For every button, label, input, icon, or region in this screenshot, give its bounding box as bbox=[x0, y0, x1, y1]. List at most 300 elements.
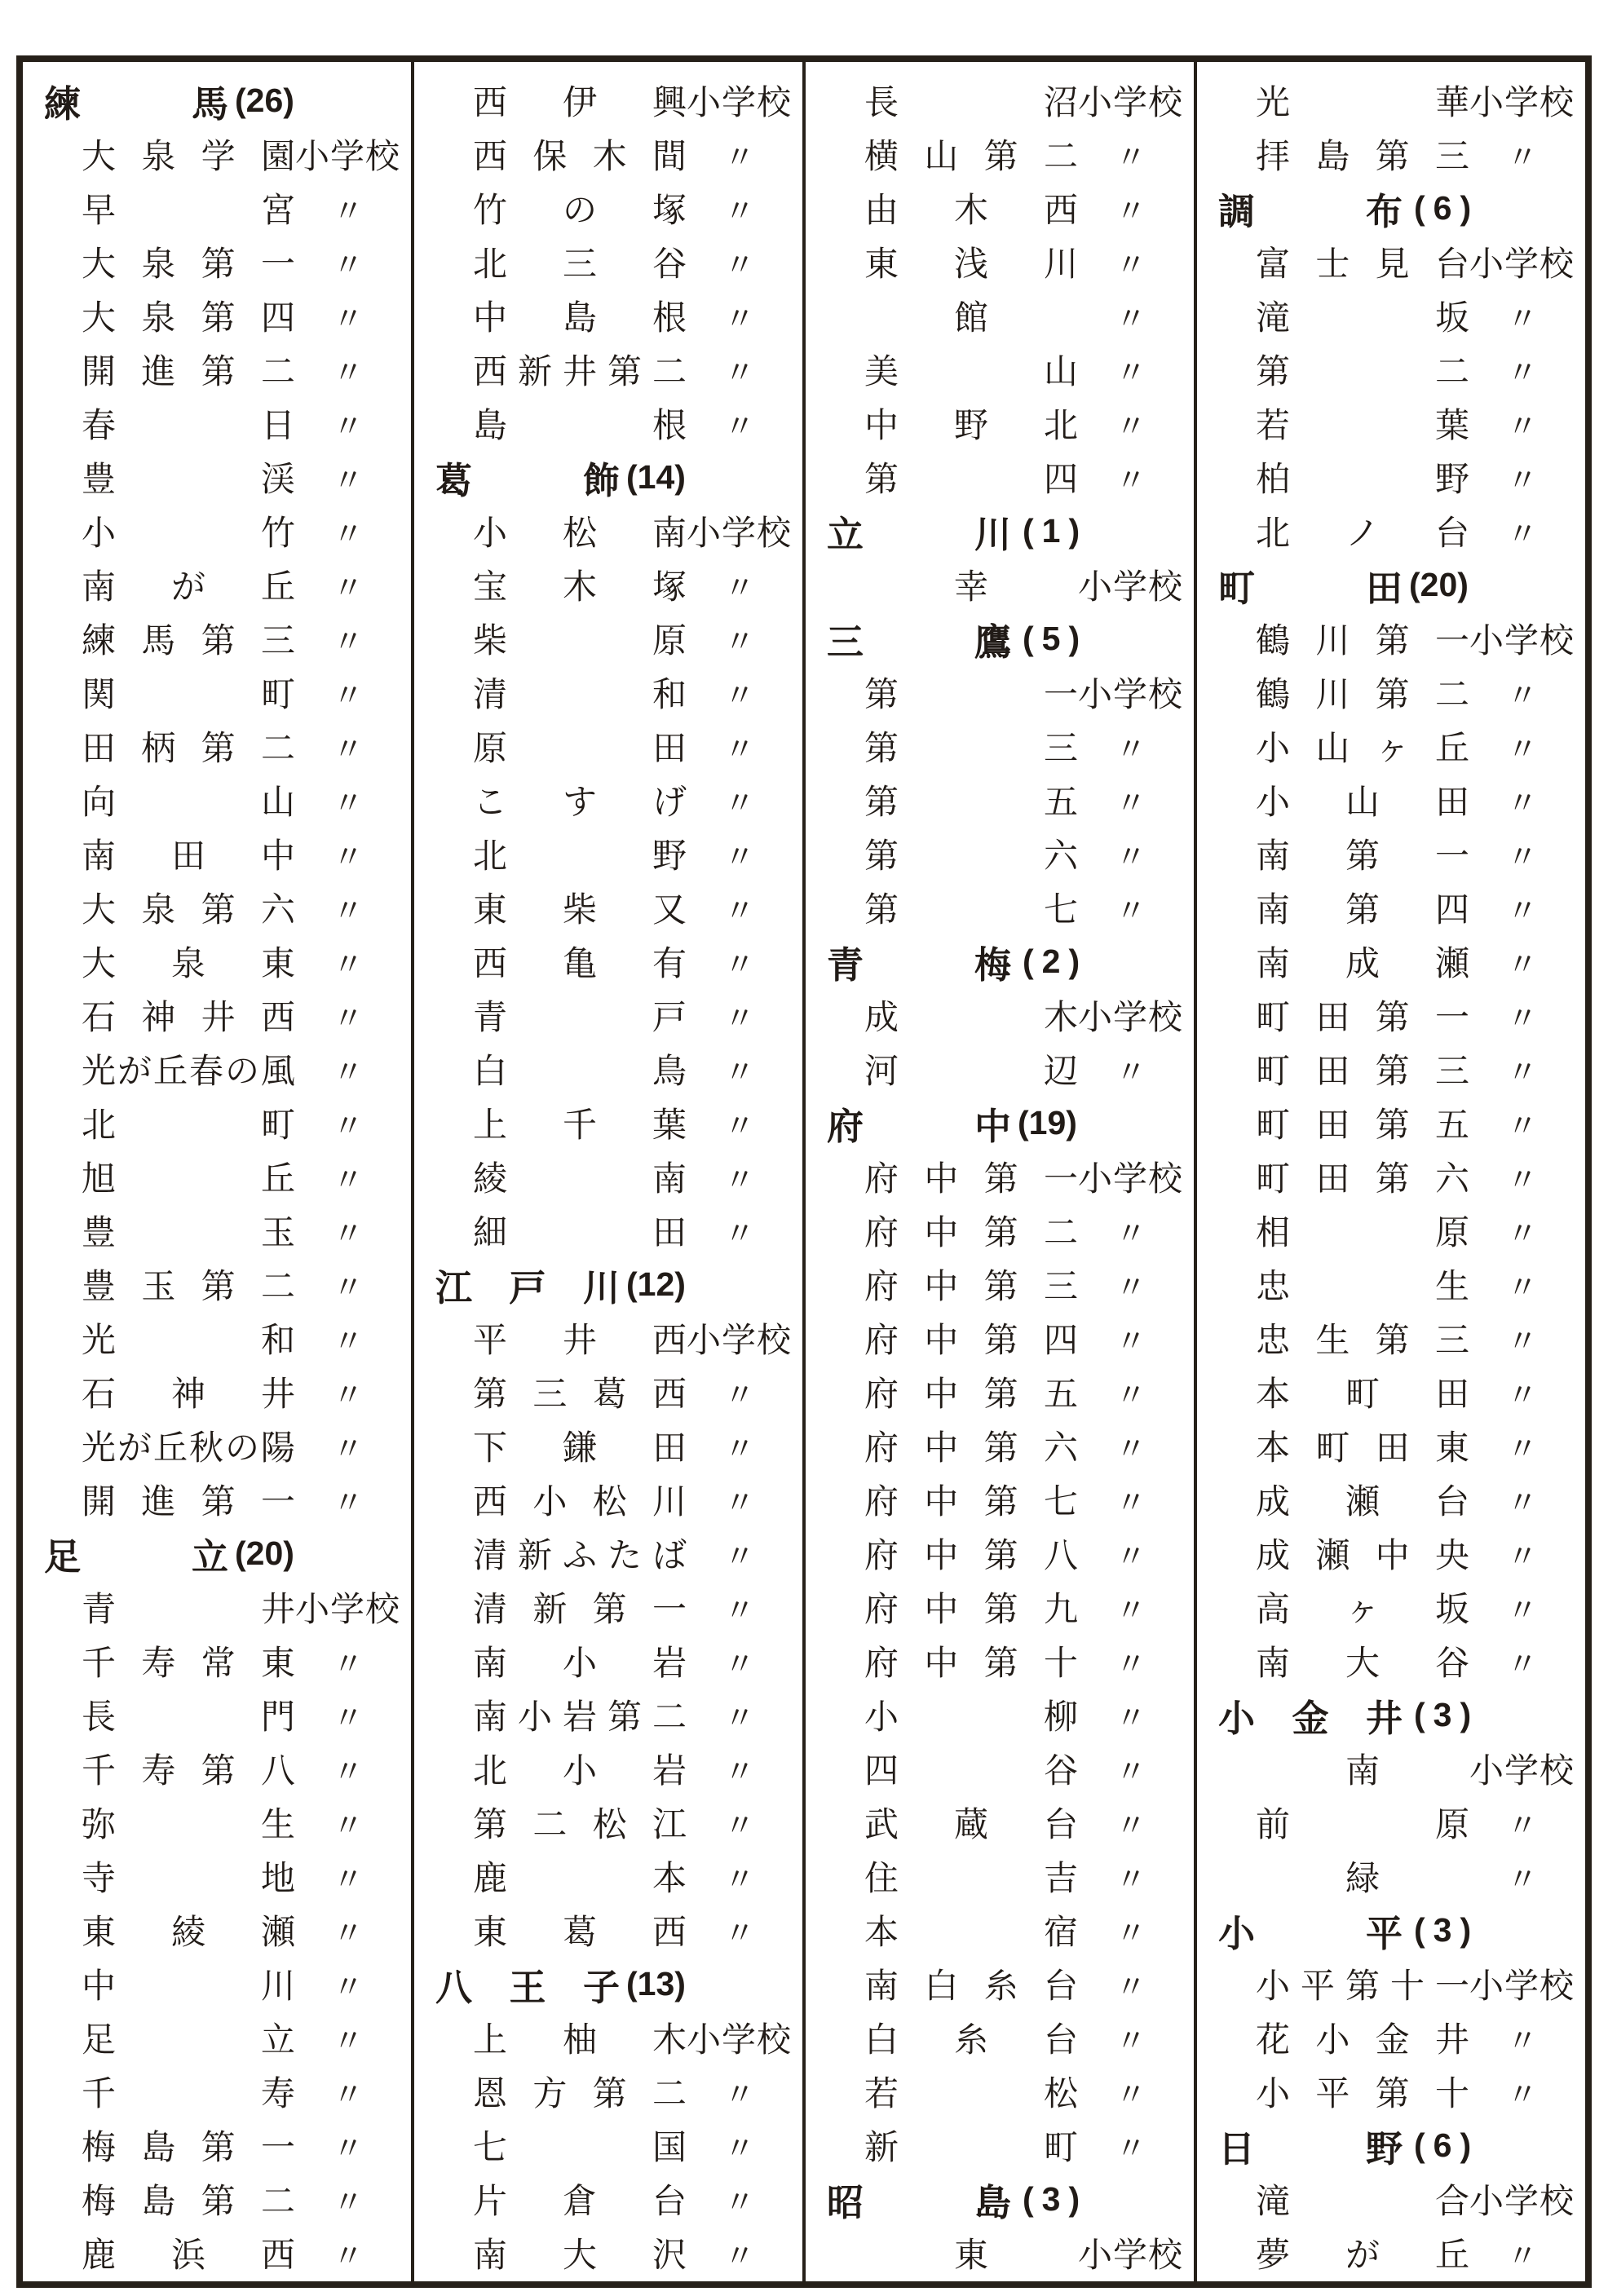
ditto-mark: 〃 bbox=[332, 786, 364, 821]
school-suffix-label: 小学校 bbox=[1078, 2237, 1184, 2275]
school-name: 大 泉 学 園 bbox=[82, 139, 295, 176]
ditto-mark: 〃 bbox=[1115, 1324, 1146, 1359]
school-row bbox=[23, 2118, 411, 2172]
school-name: 若 葉 bbox=[1256, 408, 1469, 445]
school-row bbox=[23, 1150, 411, 1203]
district-school-count: (13) bbox=[626, 1964, 686, 2002]
school-name: 府 中 第 六 bbox=[864, 1430, 1078, 1468]
school-row bbox=[806, 988, 1194, 1042]
table-column-4 bbox=[1197, 62, 1585, 2281]
school-row bbox=[23, 1580, 411, 1634]
ditto-mark: 〃 bbox=[723, 409, 755, 444]
school-name: 早 宮 bbox=[82, 192, 295, 230]
ditto-mark: 〃 bbox=[1506, 2077, 1538, 2113]
school-row bbox=[806, 1365, 1194, 1419]
district-header-row bbox=[806, 612, 1194, 665]
school-name: 北 野 bbox=[473, 838, 687, 876]
school-row bbox=[414, 1580, 802, 1634]
school-row bbox=[806, 1473, 1194, 1526]
school-row bbox=[806, 342, 1194, 396]
school-row bbox=[1197, 1042, 1585, 1096]
ditto-mark: 〃 bbox=[1506, 1593, 1538, 1628]
school-row bbox=[414, 1849, 802, 1903]
district-header-row bbox=[1197, 1688, 1585, 1742]
ditto-mark: 〃 bbox=[1506, 355, 1538, 391]
school-name: 田 柄 第 二 bbox=[82, 731, 295, 768]
school-suffix-label: 小学校 bbox=[1469, 2183, 1575, 2221]
school-name: 本 町 田 bbox=[1256, 1376, 1469, 1414]
ditto-mark: 〃 bbox=[1115, 248, 1146, 283]
school-name: 清 新 ふ た ば bbox=[473, 1538, 687, 1575]
school-row bbox=[1197, 1634, 1585, 1688]
school-row bbox=[414, 1365, 802, 1419]
ditto-mark: 〃 bbox=[1115, 2024, 1146, 2059]
school-name: こ す げ bbox=[473, 784, 687, 822]
school-name: 白 鳥 bbox=[473, 1053, 687, 1091]
school-row bbox=[414, 181, 802, 235]
school-name: 府 中 第 七 bbox=[864, 1484, 1078, 1521]
ditto-mark: 〃 bbox=[1115, 1378, 1146, 1413]
school-row bbox=[806, 450, 1194, 504]
ditto-mark: 〃 bbox=[723, 1109, 755, 1144]
district-school-count: (14) bbox=[626, 457, 686, 496]
ditto-mark: 〃 bbox=[332, 947, 364, 982]
school-name: 千 寿 第 八 bbox=[82, 1753, 295, 1790]
school-name: 旭 丘 bbox=[82, 1161, 295, 1199]
school-row bbox=[806, 127, 1194, 181]
school-name: 春 日 bbox=[82, 408, 295, 445]
ditto-mark: 〃 bbox=[332, 1109, 364, 1144]
school-row bbox=[23, 1688, 411, 1742]
school-name: 西 保 木 間 bbox=[473, 139, 687, 176]
ditto-mark: 〃 bbox=[1506, 1109, 1538, 1144]
ditto-mark: 〃 bbox=[723, 1001, 755, 1036]
school-row bbox=[23, 1634, 411, 1688]
school-name: 下 鎌 田 bbox=[473, 1430, 687, 1468]
school-name: 綾 南 bbox=[473, 1161, 687, 1199]
school-name: 大 泉 第 一 bbox=[82, 246, 295, 284]
school-row bbox=[23, 1957, 411, 2011]
ditto-mark: 〃 bbox=[723, 1486, 755, 1521]
school-name: 美 山 bbox=[864, 354, 1078, 391]
school-name: 拝 島 第 三 bbox=[1256, 139, 1469, 176]
school-suffix-label: 小学校 bbox=[295, 139, 401, 176]
school-name: 白 糸 台 bbox=[864, 2022, 1078, 2060]
ditto-mark: 〃 bbox=[723, 2077, 755, 2113]
district-name: 小 金 井 bbox=[1218, 1697, 1403, 1739]
ditto-mark: 〃 bbox=[723, 1701, 755, 1736]
school-name: 小 山 ヶ 丘 bbox=[1256, 731, 1469, 768]
school-name: 小 柳 bbox=[864, 1699, 1078, 1737]
school-name: 第 五 bbox=[864, 784, 1078, 822]
ditto-mark: 〃 bbox=[723, 1432, 755, 1467]
ditto-mark: 〃 bbox=[1506, 1324, 1538, 1359]
district-header-row bbox=[414, 450, 802, 504]
school-suffix-label: 小学校 bbox=[1078, 569, 1184, 607]
ditto-mark: 〃 bbox=[723, 1539, 755, 1574]
school-suffix-label: 小学校 bbox=[1078, 1000, 1184, 1037]
ditto-mark: 〃 bbox=[1506, 1486, 1538, 1521]
school-suffix-label: 小学校 bbox=[1469, 623, 1575, 660]
school-row bbox=[1197, 2064, 1585, 2118]
school-name: 北 ノ 台 bbox=[1256, 515, 1469, 553]
school-row bbox=[1197, 934, 1585, 988]
school-row bbox=[1197, 396, 1585, 450]
school-row bbox=[1197, 1257, 1585, 1311]
school-row bbox=[1197, 1795, 1585, 1849]
school-name: 島 根 bbox=[473, 408, 687, 445]
school-name: 本 町 田 東 bbox=[1256, 1430, 1469, 1468]
school-name: 住 吉 bbox=[864, 1861, 1078, 1898]
school-row bbox=[23, 612, 411, 665]
school-name: 南 bbox=[1345, 1753, 1380, 1790]
district-school-count: (6) bbox=[1414, 2126, 1480, 2164]
school-name: 東 綾 瀬 bbox=[82, 1914, 295, 1952]
ditto-mark: 〃 bbox=[332, 355, 364, 391]
ditto-mark: 〃 bbox=[332, 302, 364, 337]
school-row bbox=[1197, 289, 1585, 342]
school-row bbox=[23, 665, 411, 719]
ditto-mark: 〃 bbox=[1506, 2024, 1538, 2059]
school-name: 宝 木 塚 bbox=[473, 569, 687, 607]
district-school-count: (1) bbox=[1023, 511, 1089, 550]
school-row bbox=[414, 2172, 802, 2226]
school-name: 府 中 第 八 bbox=[864, 1538, 1078, 1575]
school-row bbox=[414, 1419, 802, 1473]
school-name: 石 神 井 西 bbox=[82, 1000, 295, 1037]
school-row bbox=[23, 504, 411, 558]
school-row bbox=[414, 1903, 802, 1957]
ditto-mark: 〃 bbox=[723, 355, 755, 391]
school-name: 大 泉 第 四 bbox=[82, 300, 295, 338]
school-name: 長 門 bbox=[82, 1699, 295, 1737]
ditto-mark: 〃 bbox=[723, 1862, 755, 1897]
school-row bbox=[1197, 1849, 1585, 1903]
school-row bbox=[806, 1957, 1194, 2011]
school-name: 光 華 bbox=[1256, 85, 1469, 122]
table-column-1 bbox=[23, 62, 414, 2281]
school-row bbox=[23, 1042, 411, 1096]
district-header-row bbox=[23, 1526, 411, 1580]
school-name: 館 bbox=[953, 300, 988, 338]
school-row bbox=[1197, 504, 1585, 558]
district-header-row bbox=[414, 1957, 802, 2011]
ditto-mark: 〃 bbox=[1506, 1270, 1538, 1305]
school-row bbox=[414, 342, 802, 396]
school-row bbox=[1197, 1473, 1585, 1526]
school-row bbox=[806, 1634, 1194, 1688]
school-row bbox=[806, 1849, 1194, 1903]
ditto-mark: 〃 bbox=[1115, 840, 1146, 875]
district-name: 小 平 bbox=[1218, 1912, 1403, 1954]
ditto-mark: 〃 bbox=[723, 1808, 755, 1843]
ditto-mark: 〃 bbox=[1506, 1862, 1538, 1897]
school-suffix-label: 小学校 bbox=[687, 1322, 793, 1360]
school-row bbox=[1197, 1365, 1585, 1419]
school-row bbox=[806, 719, 1194, 773]
ditto-mark: 〃 bbox=[332, 1216, 364, 1252]
school-name: 柏 野 bbox=[1256, 461, 1469, 499]
ditto-mark: 〃 bbox=[332, 732, 364, 767]
school-name: 由 木 西 bbox=[864, 192, 1078, 230]
school-name: 東 葛 西 bbox=[473, 1914, 687, 1952]
ditto-mark: 〃 bbox=[1115, 1862, 1146, 1897]
school-name: 小 松 南 bbox=[473, 515, 687, 553]
district-name: 練 馬 bbox=[44, 82, 228, 125]
school-row bbox=[23, 1742, 411, 1795]
ditto-mark: 〃 bbox=[723, 1916, 755, 1951]
school-row bbox=[1197, 1311, 1585, 1365]
ditto-mark: 〃 bbox=[723, 2239, 755, 2274]
school-name: 足 立 bbox=[82, 2022, 295, 2060]
ditto-mark: 〃 bbox=[332, 2239, 364, 2274]
ditto-mark: 〃 bbox=[1506, 1647, 1538, 1682]
school-name: 片 倉 台 bbox=[473, 2183, 687, 2221]
school-row bbox=[1197, 1957, 1585, 2011]
school-name: 北 三 谷 bbox=[473, 246, 687, 284]
ditto-mark: 〃 bbox=[1506, 140, 1538, 175]
ditto-mark: 〃 bbox=[332, 1486, 364, 1521]
district-header-row bbox=[414, 1257, 802, 1311]
ditto-mark: 〃 bbox=[1115, 194, 1146, 229]
school-table bbox=[16, 55, 1592, 2288]
school-name: 府 中 第 四 bbox=[864, 1322, 1078, 1360]
ditto-mark: 〃 bbox=[332, 1432, 364, 1467]
school-name: 東 浅 川 bbox=[864, 246, 1078, 284]
school-row bbox=[806, 1903, 1194, 1957]
school-row bbox=[23, 342, 411, 396]
school-row bbox=[414, 1688, 802, 1742]
school-row bbox=[23, 1257, 411, 1311]
district-school-count: (3) bbox=[1414, 1910, 1480, 1949]
ditto-mark: 〃 bbox=[1506, 1808, 1538, 1843]
ditto-mark: 〃 bbox=[332, 1647, 364, 1682]
ditto-mark: 〃 bbox=[1115, 1701, 1146, 1736]
school-name: 西 亀 有 bbox=[473, 946, 687, 983]
school-name: 忠 生 bbox=[1256, 1269, 1469, 1306]
school-row bbox=[23, 181, 411, 235]
school-name: 武 蔵 台 bbox=[864, 1807, 1078, 1844]
school-name: 南 田 中 bbox=[82, 838, 295, 876]
school-name: 豊 玉 第 二 bbox=[82, 1269, 295, 1306]
school-name: 府 中 第 十 bbox=[864, 1645, 1078, 1683]
district-header-row bbox=[806, 1096, 1194, 1150]
ditto-mark: 〃 bbox=[723, 571, 755, 606]
school-name: 西 新 井 第 二 bbox=[473, 354, 687, 391]
school-name: 光 和 bbox=[82, 1322, 295, 1360]
ditto-mark: 〃 bbox=[1115, 1486, 1146, 1521]
school-row bbox=[806, 1203, 1194, 1257]
school-name: 南 第 四 bbox=[1256, 892, 1469, 929]
ditto-mark: 〃 bbox=[723, 1755, 755, 1790]
school-name: 本 宿 bbox=[864, 1914, 1078, 1952]
ditto-mark: 〃 bbox=[332, 571, 364, 606]
district-header-row bbox=[806, 504, 1194, 558]
school-row bbox=[23, 1419, 411, 1473]
district-name: 町 田 bbox=[1218, 567, 1403, 609]
school-name: 北 小 岩 bbox=[473, 1753, 687, 1790]
district-name: 日 野 bbox=[1218, 2127, 1403, 2170]
school-row bbox=[806, 235, 1194, 289]
school-row bbox=[806, 2011, 1194, 2064]
school-row bbox=[23, 1473, 411, 1526]
school-name: 西 小 松 川 bbox=[473, 1484, 687, 1521]
ditto-mark: 〃 bbox=[1115, 894, 1146, 929]
school-name: 四 谷 bbox=[864, 1753, 1078, 1790]
school-name: 若 松 bbox=[864, 2076, 1078, 2113]
ditto-mark: 〃 bbox=[1506, 302, 1538, 337]
school-row bbox=[1197, 665, 1585, 719]
school-row bbox=[806, 396, 1194, 450]
school-name: 平 井 西 bbox=[473, 1322, 687, 1360]
district-header-row bbox=[806, 934, 1194, 988]
school-row bbox=[1197, 1419, 1585, 1473]
school-row bbox=[806, 773, 1194, 827]
ditto-mark: 〃 bbox=[1506, 840, 1538, 875]
school-name: 小 竹 bbox=[82, 515, 295, 553]
school-name: 鹿 浜 西 bbox=[82, 2237, 295, 2275]
ditto-mark: 〃 bbox=[332, 1862, 364, 1897]
school-name: 竹 の 塚 bbox=[473, 192, 687, 230]
ditto-mark: 〃 bbox=[1115, 1216, 1146, 1252]
school-suffix-label: 小学校 bbox=[687, 2022, 793, 2060]
school-name: 中 島 根 bbox=[473, 300, 687, 338]
ditto-mark: 〃 bbox=[1115, 2077, 1146, 2113]
ditto-mark: 〃 bbox=[1506, 894, 1538, 929]
ditto-mark: 〃 bbox=[332, 678, 364, 713]
ditto-mark: 〃 bbox=[332, 840, 364, 875]
school-row bbox=[806, 1526, 1194, 1580]
school-name: 富 士 見 台 bbox=[1256, 246, 1469, 284]
ditto-mark: 〃 bbox=[1506, 1432, 1538, 1467]
school-name: 細 田 bbox=[473, 1215, 687, 1252]
school-row bbox=[23, 2226, 411, 2280]
ditto-mark: 〃 bbox=[332, 2024, 364, 2059]
district-name: 青 梅 bbox=[827, 943, 1011, 986]
school-row bbox=[414, 988, 802, 1042]
ditto-mark: 〃 bbox=[1506, 1055, 1538, 1090]
ditto-mark: 〃 bbox=[723, 302, 755, 337]
school-row bbox=[806, 1311, 1194, 1365]
district-name: 足 立 bbox=[44, 1535, 228, 1578]
ditto-mark: 〃 bbox=[1506, 409, 1538, 444]
school-row bbox=[806, 1257, 1194, 1311]
school-row bbox=[23, 1903, 411, 1957]
school-row bbox=[1197, 1150, 1585, 1203]
ditto-mark: 〃 bbox=[1115, 302, 1146, 337]
school-name: 石 神 井 bbox=[82, 1376, 295, 1414]
school-name: 梅 島 第 二 bbox=[82, 2183, 295, 2221]
school-name: 南 が 丘 bbox=[82, 569, 295, 607]
ditto-mark: 〃 bbox=[1506, 786, 1538, 821]
school-name: 北 町 bbox=[82, 1107, 295, 1145]
school-name: 南 大 沢 bbox=[473, 2237, 687, 2275]
school-row bbox=[806, 2226, 1194, 2280]
ditto-mark: 〃 bbox=[723, 248, 755, 283]
school-row bbox=[1197, 719, 1585, 773]
school-name: 長 沼 bbox=[864, 85, 1078, 122]
school-name: 清 和 bbox=[473, 677, 687, 714]
school-name: 恩 方 第 二 bbox=[473, 2076, 687, 2113]
school-row bbox=[23, 2064, 411, 2118]
school-name: 豊 渓 bbox=[82, 461, 295, 499]
ditto-mark: 〃 bbox=[1506, 1378, 1538, 1413]
school-row bbox=[23, 773, 411, 827]
school-row bbox=[414, 396, 802, 450]
school-row bbox=[1197, 235, 1585, 289]
school-name: 相 原 bbox=[1256, 1215, 1469, 1252]
ditto-mark: 〃 bbox=[1115, 1593, 1146, 1628]
school-name: 前 原 bbox=[1256, 1807, 1469, 1844]
school-row bbox=[414, 2118, 802, 2172]
school-name: 第 七 bbox=[864, 892, 1078, 929]
ditto-mark: 〃 bbox=[332, 1970, 364, 2005]
ditto-mark: 〃 bbox=[1115, 732, 1146, 767]
district-school-count: (3) bbox=[1023, 2179, 1089, 2218]
school-name: 第 六 bbox=[864, 838, 1078, 876]
district-name: 葛 飾 bbox=[435, 459, 620, 501]
school-row bbox=[414, 73, 802, 127]
school-row bbox=[414, 504, 802, 558]
school-name: 府 中 第 五 bbox=[864, 1376, 1078, 1414]
school-row bbox=[23, 1203, 411, 1257]
school-suffix-label: 小学校 bbox=[1078, 1161, 1184, 1199]
ditto-mark: 〃 bbox=[1115, 355, 1146, 391]
school-name: 第 三 bbox=[864, 731, 1078, 768]
district-name: 立 川 bbox=[827, 513, 1011, 555]
district-school-count: (26) bbox=[235, 81, 294, 119]
school-row bbox=[414, 289, 802, 342]
school-row bbox=[806, 1795, 1194, 1849]
school-name: 中 野 北 bbox=[864, 408, 1078, 445]
ditto-mark: 〃 bbox=[723, 947, 755, 982]
school-name: 開 進 第 二 bbox=[82, 354, 295, 391]
ditto-mark: 〃 bbox=[723, 1055, 755, 1090]
ditto-mark: 〃 bbox=[332, 2131, 364, 2166]
school-row bbox=[1197, 2226, 1585, 2280]
ditto-mark: 〃 bbox=[332, 625, 364, 660]
district-header-row bbox=[23, 73, 411, 127]
ditto-mark: 〃 bbox=[332, 1270, 364, 1305]
school-row bbox=[1197, 1580, 1585, 1634]
school-name: 新 町 bbox=[864, 2130, 1078, 2167]
school-name: 府 中 第 二 bbox=[864, 1215, 1078, 1252]
school-row bbox=[806, 289, 1194, 342]
ditto-mark: 〃 bbox=[1506, 947, 1538, 982]
school-row bbox=[806, 1419, 1194, 1473]
district-school-count: (6) bbox=[1414, 188, 1480, 227]
ditto-mark: 〃 bbox=[332, 1808, 364, 1843]
school-name: 光 が 丘 秋 の 陽 bbox=[82, 1430, 295, 1468]
ditto-mark: 〃 bbox=[332, 1163, 364, 1198]
school-row bbox=[1197, 1526, 1585, 1580]
ditto-mark: 〃 bbox=[332, 248, 364, 283]
school-name: 第 四 bbox=[864, 461, 1078, 499]
ditto-mark: 〃 bbox=[723, 1593, 755, 1628]
district-name: 昭 島 bbox=[827, 2181, 1011, 2223]
ditto-mark: 〃 bbox=[332, 1001, 364, 1036]
school-name: 清 新 第 一 bbox=[473, 1592, 687, 1629]
school-row bbox=[806, 1580, 1194, 1634]
school-row bbox=[414, 2064, 802, 2118]
school-name: 大 泉 第 六 bbox=[82, 892, 295, 929]
school-name: 小 山 田 bbox=[1256, 784, 1469, 822]
district-header-row bbox=[1197, 558, 1585, 612]
school-name: 光 が 丘 春 の 風 bbox=[82, 1053, 295, 1091]
school-row bbox=[1197, 988, 1585, 1042]
school-row bbox=[806, 558, 1194, 612]
school-suffix-label: 小学校 bbox=[295, 1592, 401, 1629]
